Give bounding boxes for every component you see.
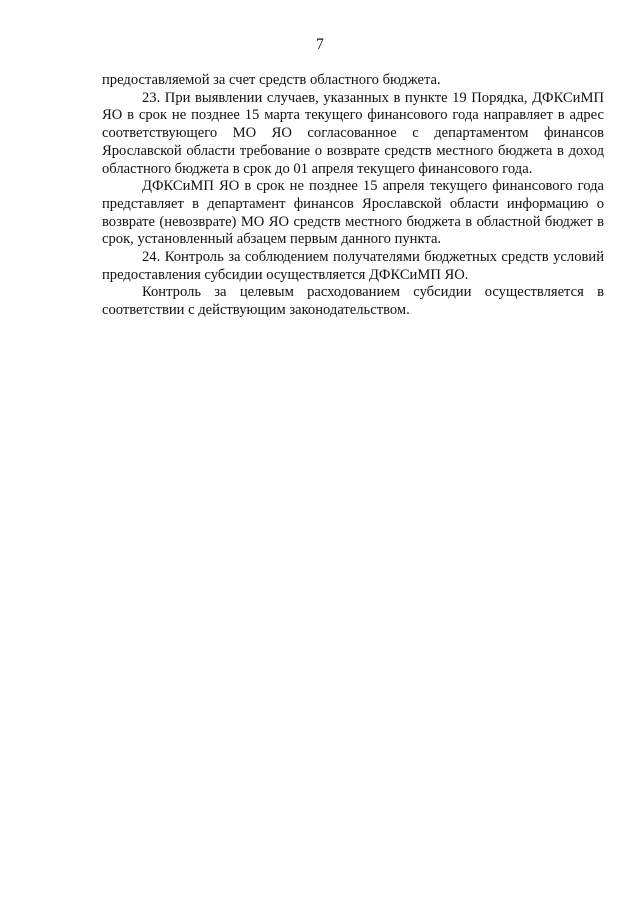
paragraph-continuation: предоставляемой за счет средств областного бюджета. [102,72,441,88]
page-number: 7 [316,36,324,53]
paragraph-target-control: Контроль за целевым расходованием субсидии осуществляется в соответствии с действующим законодательством. [102,284,604,319]
paragraph-return-info: ДФКСиМП ЯО в срок не позднее 15 апреля текущего финансового года представляет в департамент финансов Ярославской области информацию о возврате (невозврате) МО ЯО средств местного бюджета в областной бюджет в срок, установленный абзацем первым данного пункта. [102,178,604,248]
paragraph-item-23: 23. При выявлении случаев, указанных в пункте 19 Порядка, ДФКСиМП ЯО в срок не позднее 15 марта текущего финансового года направляет в адрес соответствующего МО ЯО согласованное с департаментом финансов Ярославской области требование о возврате средств местного бюджета в доход областного бюджета в срок до 01 апреля текущего финансового года. [102,89,604,177]
document-body [102,72,604,320]
paragraph-item-24: 24. Контроль за соблюдением получателями бюджетных средств условий предоставления субсидии осуществляется ДФКСиМП ЯО. [102,249,604,283]
